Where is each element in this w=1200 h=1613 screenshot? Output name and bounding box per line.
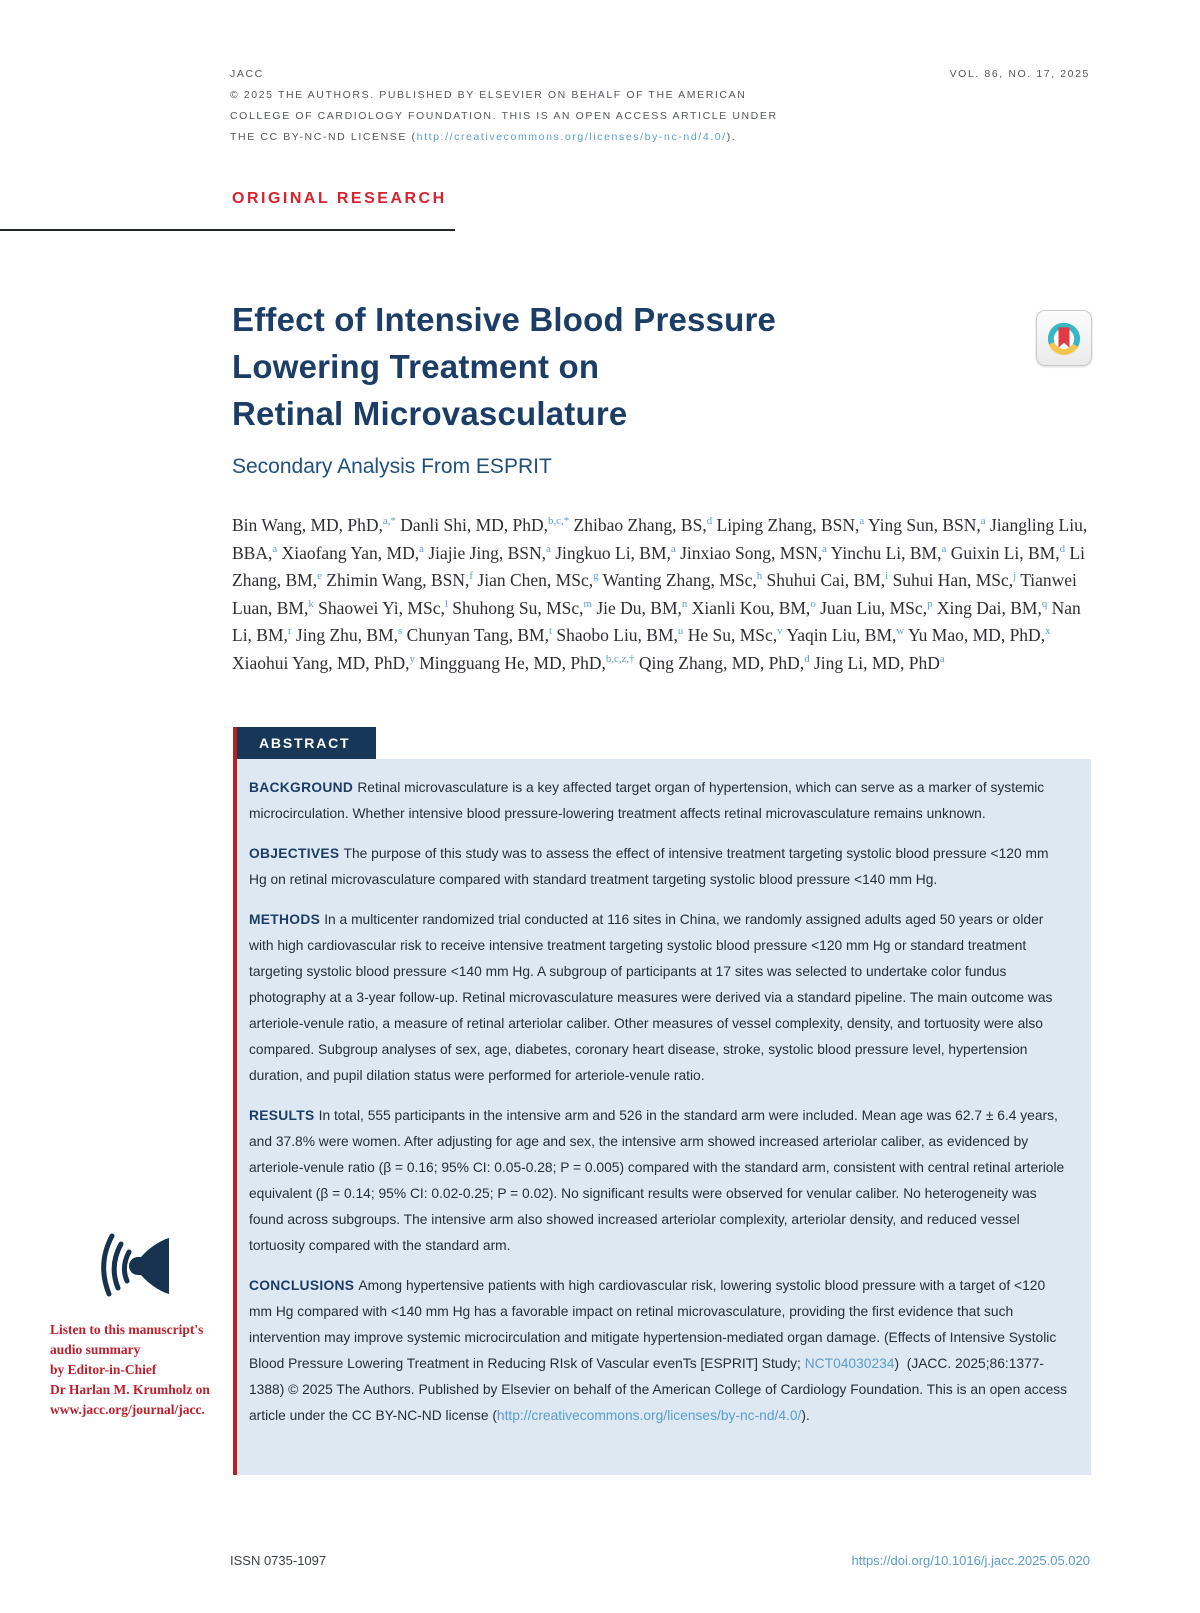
bookmark-ring-icon [1042,316,1086,360]
author-affiliation-sup: n [681,597,688,610]
author: Tianwei Luan, BM,$^k$ [232,570,1077,618]
copyright-line-2: COLLEGE OF CARDIOLOGY FOUNDATION. THIS IS AN OPEN ACCESS ARTICLE UNDER [230,110,778,122]
author-affiliation-sup: b,c,* [548,515,570,528]
author: Xiaohui Yang, MD, PhD,$^y$ [232,652,415,673]
author-affiliation-sup: a [980,515,986,528]
journal-abbrev: JACC [230,68,264,80]
author: Shaowei Yi, MSc,$^l$ [318,597,448,618]
abstract-paragraph: RESULTS In total, 555 participants in the intensive arm and 526 in the standard arm were included. Mean age was 62.7 ± 6.4 years, and 37.8% were women. After adjusting for age and sex, the intensive arm showed increased arteriolar caliber, as evidenced by arteriole-venule ratio (β = 0.16; 95% CI: 0.05-0.28; P = 0.005) compared with the standard arm, consistent with central retinal arteriole equivalent (β = 0.14; 95% CI: 0.02-0.25; P = 0.02). No significant results were observed for venular caliber. No heterogeneity was found across subgroups. The intensive arm also showed increased arteriolar complexity, arteriolar density, and reduced vessel tortuosity compared with the standard arm. [249,1108,1065,1253]
author-affiliation-sup: p [927,597,933,610]
author: Suhui Han, MSc,$^j$ [892,570,1017,590]
author: Yu Mao, MD, PhD,$^x$ [907,625,1051,645]
abstract-paragraph: BACKGROUND Retinal microvasculature is a key affected target organ of hypertension, which can serve as a marker of systemic microcirculation. Whether intensive blood pressure-lowering treatment affects retinal microvasculature remains unknown. [249,780,1045,821]
abstract-paragraph: OBJECTIVES The purpose of this study was to assess the effect of intensive treatment targeting systolic blood pressure <120 mm Hg on retinal microvasculature compared with standard treatment targeting systolic blood pressure <140 mm Hg. [249,846,1049,887]
author-affiliation-sup: r [287,625,292,638]
page-title: Effect of Intensive Blood Pressure Lowering Treatment on Retinal Microvasculature [232,301,777,432]
author: Juan Liu, MSc,$^p$ [820,597,933,618]
page-footer [230,1553,1090,1568]
author-affiliation-sup: a [941,542,947,555]
category-rule [0,229,455,231]
author: Jiangling Liu, BBA,$^a$ [232,515,1088,563]
author-affiliation-sup: a [272,542,278,555]
author-affiliation-sup: f [469,570,474,583]
title-row [232,296,1092,437]
license-link[interactable]: http://creativecommons.org/licenses/by-nc-nd/4.0/ [416,131,727,143]
author-affiliation-sup: a [822,542,827,555]
abstract-section-heading: METHODS [249,912,325,927]
author-affiliation-sup: l [444,597,448,610]
author-affiliation-sup: q [1041,597,1048,610]
abstract-section-heading: RESULTS [249,1108,319,1123]
author: Chunyan Tang, BM,$^t$ [406,625,552,645]
author-affiliation-sup: b,c,z,† [605,652,635,665]
author: Jiajie Jing, BSN,$^a$ [428,542,551,563]
author-affiliation-sup: x [1045,625,1051,638]
doi-link[interactable]: https://doi.org/10.1016/j.jacc.2025.05.020 [851,1553,1090,1568]
author-affiliation-sup: e [317,570,322,583]
author: Shuhong Su, MSc,$^m$ [452,597,592,618]
author: Zhibao Zhang, BS,$^d$ [573,515,713,535]
author-affiliation-sup: o [810,597,816,610]
inline-link[interactable]: http://creativecommons.org/licenses/by-nc-nd/4.0/ [496,1408,802,1423]
author-affiliation-sup: d [804,652,810,665]
author-affiliation-sup: u [677,625,684,638]
author: Danli Shi, MD, PhD,$^{b,c,*}$ [400,515,570,535]
author-list [232,512,1094,677]
author: Li Zhang, BM,$^e$ [232,542,1085,590]
abstract-section-heading: CONCLUSIONS [249,1278,359,1293]
abstract-section-heading: BACKGROUND [249,780,358,795]
inline-link[interactable]: NCT04030234 [804,1356,895,1371]
author-affiliation-sup: i [885,570,889,583]
audio-summary-text: Listen to this manuscript's audio summary by Editor-in-Chief Dr Harlan M. Krumholz on www.jacc.org/journal/jacc. [50,1320,222,1420]
article-category: ORIGINAL RESEARCH [232,190,447,207]
abstract-paragraph: METHODS In a multicenter randomized trial conducted at 116 sites in China, we randomly assigned adults aged 50 years or older with high cardiovascular risk to receive intensive treatment targeting systolic blood pressure <120 mm Hg or standard treatment targeting systolic blood pressure <140 mm Hg. A subgroup of participants at 17 sites was selected to undertake color fundus photography at a 3-year follow-up. Retinal microvasculature measures were derived via a standard pipeline. The main outcome was arteriole-venule ratio, a measure of retinal arteriolar caliber. Other measures of vessel complexity, density, and tortuosity were also compared. Subgroup analyses of sex, age, diabetes, coronary heart disease, stroke, systolic blood pressure level, hypertension duration, and pupil dilation status were performed for arteriole-venule ratio. [249,912,1053,1083]
author-affiliation-sup: a [546,542,551,555]
volume-info: VOL. 86, NO. 17, 2025 [949,68,1090,80]
author: Yinchu Li, BM,$^a$ [830,542,947,563]
author: Yaqin Liu, BM,$^w$ [786,625,905,645]
article-subtitle: Secondary Analysis From ESPRIT [232,455,552,478]
author-affiliation-sup: y [409,652,415,665]
audio-summary-note [50,1230,222,1420]
author: Xianli Kou, BM,$^o$ [691,597,816,618]
author: Shaobo Liu, BM,$^u$ [556,625,684,645]
author: Qing Zhang, MD, PhD,$^d$ [638,652,810,673]
abstract-section [233,727,1091,1475]
author-affiliation-sup: a [939,652,945,665]
author: Nan Li, BM,$^r$ [232,597,1081,645]
author: Jing Li, MD, PhD$^a$ [813,652,945,673]
audio-speaker-icon[interactable] [95,1230,177,1306]
abstract-panel [237,759,1091,1475]
author-affiliation-sup: k [308,597,314,610]
author: Shuhui Cai, BM,$^i$ [766,570,889,590]
copyright-line-1: © 2025 THE AUTHORS. PUBLISHED BY ELSEVIER ON BEHALF OF THE AMERICAN [230,89,747,101]
author: Ying Sun, BSN,$^a$ [867,515,986,535]
author: Jian Chen, MSc,$^g$ [477,570,599,590]
central-illustration-badge[interactable] [1036,310,1092,366]
author-affiliation-sup: j [1013,570,1017,583]
author-affiliation-sup: d [1059,542,1066,555]
author-affiliation-sup: g [593,570,599,583]
author-affiliation-sup: d [706,515,713,528]
author-affiliation-sup: a [419,542,424,555]
author: Jinxiao Song, MSN,$^a$ [680,542,827,563]
author: Xiaofang Yan, MD,$^a$ [281,542,424,563]
author: Mingguang He, MD, PhD,$^{b,c,z,\dagger}$ [419,652,635,673]
issn: ISSN 0735-1097 [230,1553,327,1568]
author: Bin Wang, MD, PhD,$^{a,*}$ [232,515,396,535]
copyright-line-3: THE CC BY-NC-ND LICENSE (http://creativecommons.org/licenses/by-nc-nd/4.0/). [230,131,737,143]
author-affiliation-sup: w [896,625,905,638]
author: Jing Zhu, BM,$^s$ [295,625,403,645]
author: He Su, MSc,$^v$ [687,625,783,645]
author-affiliation-sup: m [583,597,592,610]
audio-summary-link[interactable]: www.jacc.org/journal/jacc. [50,1402,205,1417]
author-affiliation-sup: v [777,625,783,638]
abstract-section-heading: OBJECTIVES [249,846,344,861]
author-affiliation-sup: h [756,570,763,583]
author: Xing Dai, BM,$^q$ [936,597,1048,618]
abstract-paragraph: CONCLUSIONS Among hypertensive patients with high cardiovascular risk, lowering systolic blood pressure with a target of <120 mm Hg compared with <140 mm Hg has a favorable impact on retinal microvasculature, providing the first evidence that such intervention may improve systemic microcirculation and mitigate hypertension-mediated organ damage. (Effects of Intensive Systolic Blood Pressure Lowering Treatment in Reducing RIsk of Vascular evenTs [ESPRIT] Study; NCT04030234) (JACC. 2025;86:1377-1388) © 2025 The Authors. Published by Elsevier on behalf of the American College of Cardiology Foundation. This is an open access article under the CC BY-NC-ND license (http://creativecommons.org/licenses/by-nc-nd/4.0/). [249,1278,1068,1423]
author: Zhimin Wang, BSN,$^f$ [326,570,474,590]
masthead [230,64,1090,148]
author: Jingkuo Li, BM,$^a$ [555,542,676,563]
author-affiliation-sup: a [859,515,865,528]
author: Wanting Zhang, MSc,$^h$ [602,570,763,590]
author: Guixin Li, BM,$^d$ [950,542,1066,563]
author-affiliation-sup: s [398,625,403,638]
author: Jie Du, BM,$^n$ [596,597,688,618]
author-affiliation-sup: a [670,542,676,555]
author-affiliation-sup: a,* [382,515,396,528]
author-affiliation-sup: t [548,625,552,638]
abstract-label: ABSTRACT [237,727,376,759]
author: Liping Zhang, BSN,$^a$ [716,515,865,535]
